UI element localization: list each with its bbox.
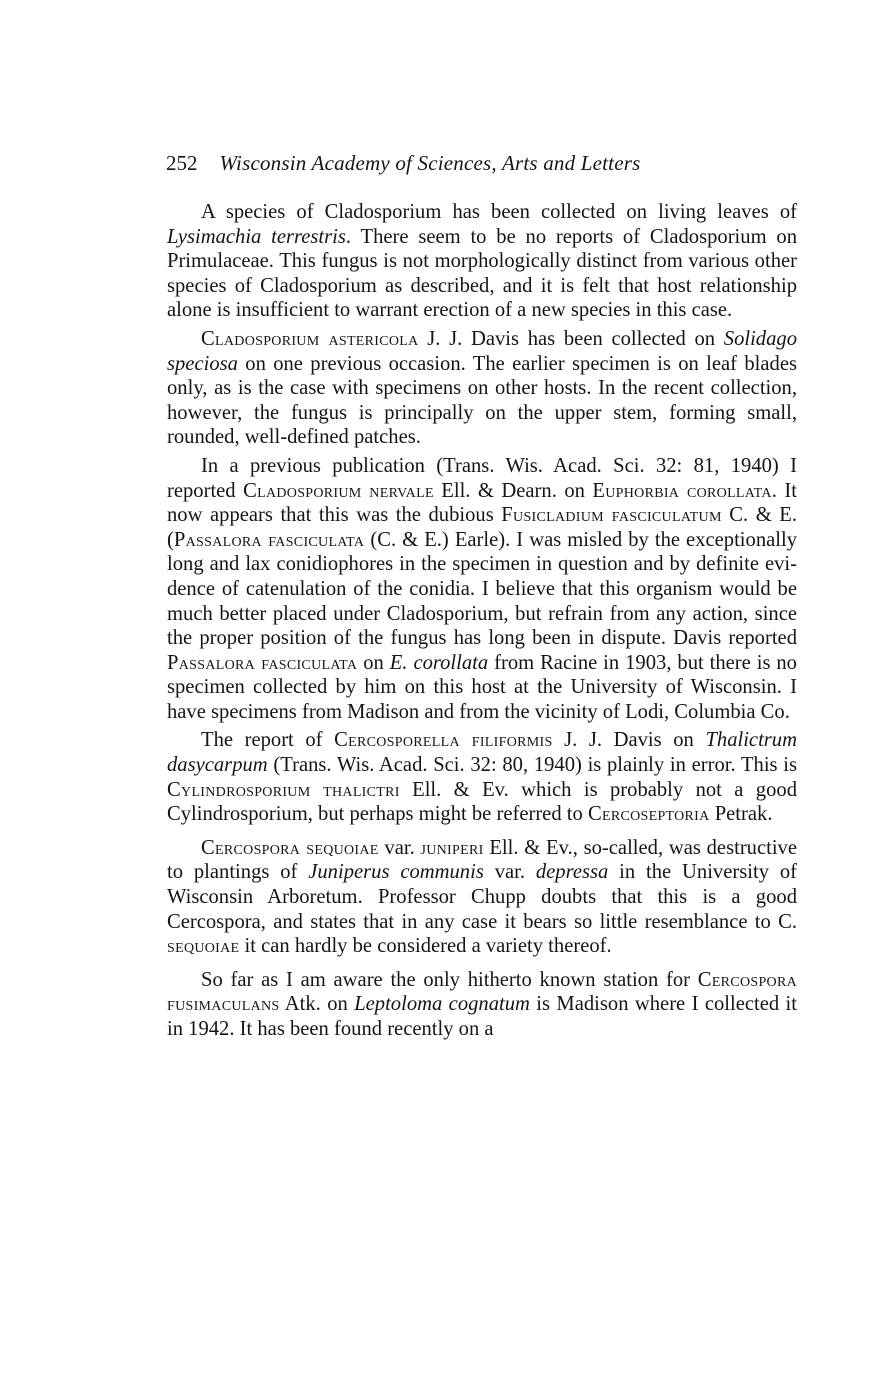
paragraph-lysimachia: A species of Cladosporium has been collected on living leaves of Lysimachia terrestris. There seem to be no reports of Cladosporium on Primulaceae. This fungus is not morphologically distinct from various other species of Cladosporium as described, and it is felt that host relationship alone is insufficient to warrant erection of a new species in this case.: [167, 201, 797, 322]
taxon-name: Cylindrosporium thalictri: [167, 778, 400, 801]
taxon-name: Cladosporium nervale: [243, 479, 434, 502]
host-name: Solidago speciosa: [167, 327, 797, 375]
host-name: E. corollata: [389, 651, 489, 674]
paragraph-cercospora-fusimaculans: So far as I am aware the only hitherto known station for Cercospora fusimaculans Atk. on Leptoloma cognatum is Madison where I collected it in 1942. It has been found recently on a: [167, 968, 797, 1040]
paragraph-cladosporium-nervale: In a previous publication (Trans. Wis. Acad. Sci. 32: 81, 1940) I reported Cladosporium nervale Ell. & Dearn. on Euphorbia corollata. It now appears that this was the dubious Fusicladium fasciculatum C. & E. (Passalora fasciculata (C. & E.) Earle). I was misled by the exceptionally long and lax conidiophores in the specimen in question and by definite evidence of catenulation of the conidia. I believe that this organism would be much better placed under Cladosporium, but refrain from any action, since the proper position of the fungus has long been in dispute. Davis reported Passalora fasciculata on E. corollata from Racine in 1903, but there is no specimen collected by him on this host at the University of Wisconsin. I have specimens from Madison and from the vicinity of Lodi, Columbia Co.: [167, 454, 797, 723]
taxon-name: Fusicladium fasciculatum: [501, 504, 722, 527]
taxon-name: sequoiae: [167, 935, 240, 958]
taxon-name: Passalora fasciculata: [167, 651, 358, 674]
host-name: Juniperus communis: [308, 861, 484, 884]
taxon-name: juniperi: [420, 836, 484, 859]
running-header: [166, 149, 726, 177]
taxon-name: Cercosporella filiformis: [334, 729, 553, 752]
host-name: depressa: [535, 861, 609, 884]
paragraph-cercosporella: The report of Cercosporella filiformis J. J. Davis on Thalictrum dasycarpum (Trans. Wis. Acad. Sci. 32: 80, 1940) is plainly in error. This is Cylindrosporium thalictri Ell. & Ev. which is probably not a good Cylindrosporium, but perhaps might be referred to Cercoseptoria Petrak.: [167, 729, 797, 826]
taxon-name: Cercoseptoria: [587, 803, 710, 826]
taxon-name: Lysimachia terrestris: [167, 225, 346, 248]
taxon-name: Passalora fasciculata: [173, 528, 365, 551]
host-name: Euphorbia corollata: [592, 479, 772, 502]
host-name: Leptoloma cognatum: [354, 993, 530, 1016]
paragraph-cercospora-sequoiae: Cercospora sequoiae var. juniperi Ell. & Ev., so-called, was destructive to plantings of Juniperus communis var. depressa in the University of Wisconsin Arboretum. Professor Chupp doubts that this is a good Cercospora, and states that in any case it bears so little resemblance to C. sequoiae it can hardly be considered a variety thereof.: [167, 836, 797, 958]
taxon-name: Cladosporium astericola: [201, 327, 419, 350]
body-text: [167, 200, 797, 1046]
page-number: 252: [166, 151, 198, 175]
paragraph-cladosporium-astericola: Cladosporium astericola J. J. Davis has been collected on Solidago speciosa on one previous occasion. The earlier specimen is on leaf blades only, as is the case with specimens on other hosts. In the recent collection, however, the fungus is principally on the upper stem, forming small, rounded, well-defined patches.: [167, 327, 797, 449]
taxon-name: Cercospora fusimaculans: [167, 968, 797, 1016]
host-name: Thalictrum dasycarpum: [167, 729, 797, 777]
taxon-name: Cercospora sequoiae: [201, 836, 379, 859]
running-title: Wisconsin Academy of Sciences, Arts and Letters: [219, 151, 641, 175]
